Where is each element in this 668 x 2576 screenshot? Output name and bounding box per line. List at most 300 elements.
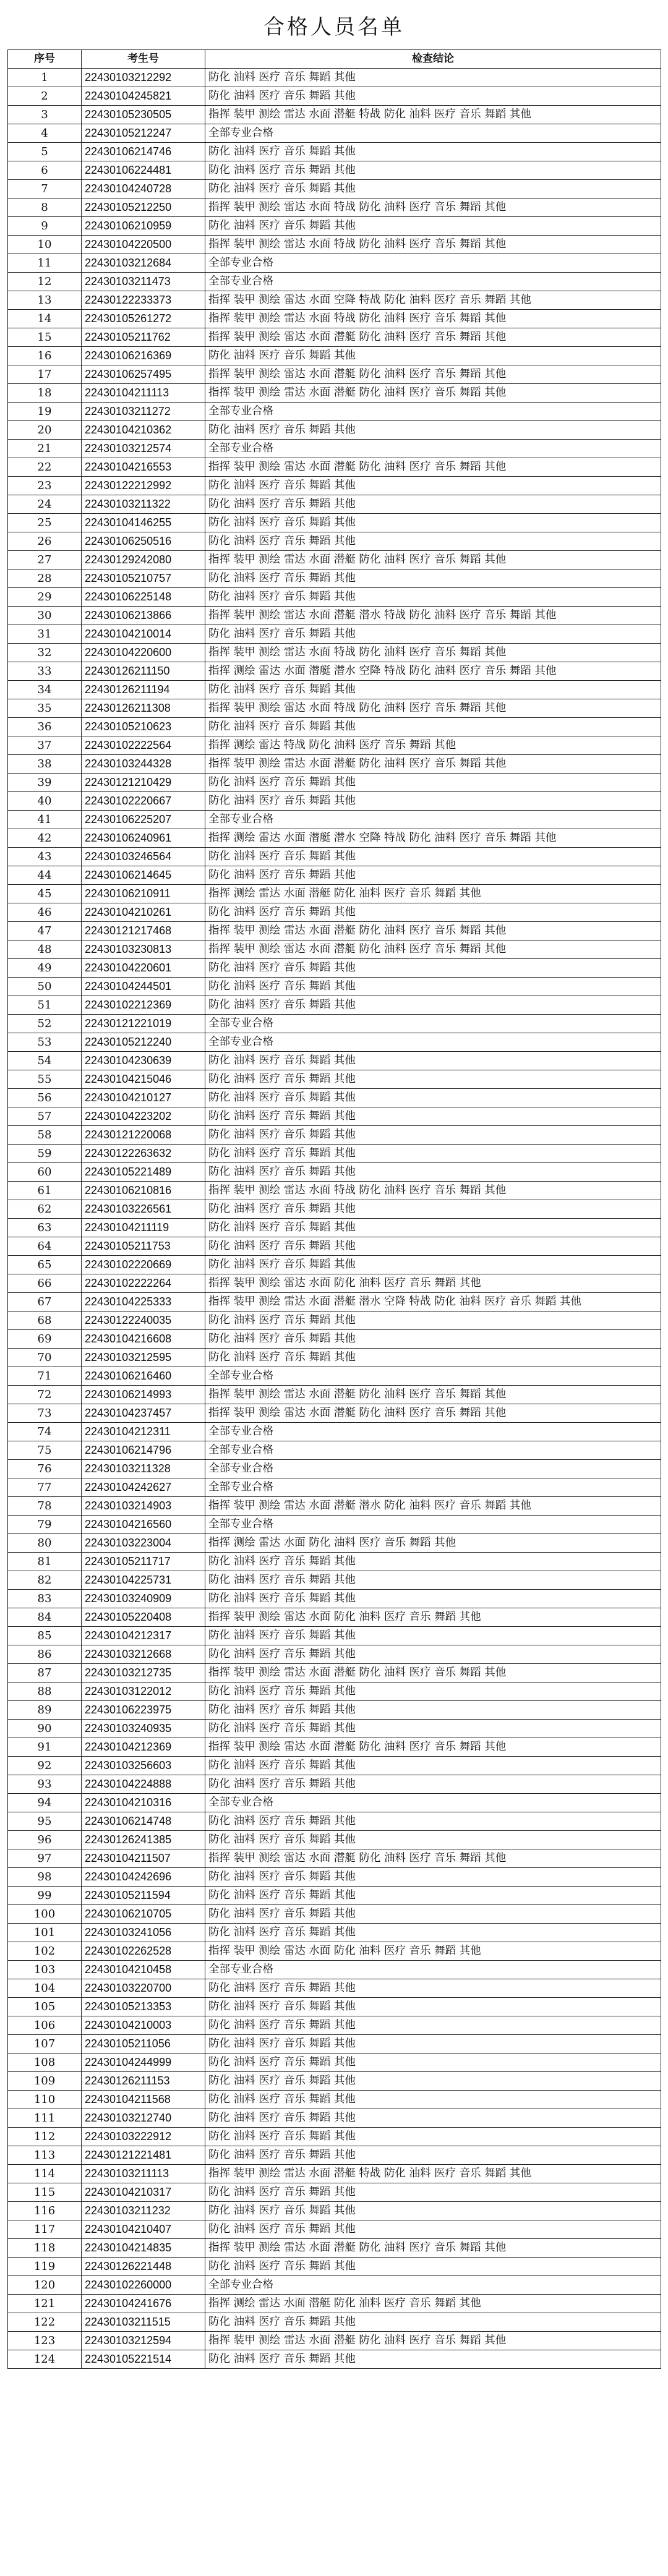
seq-cell: 120 <box>8 2276 82 2295</box>
exam-id-cell: 22430106223975 <box>82 1701 205 1720</box>
seq-cell: 14 <box>8 310 82 328</box>
table-row <box>8 1163 661 1182</box>
table-row <box>8 1645 661 1664</box>
table-row <box>8 143 661 161</box>
table-row <box>8 2313 661 2332</box>
seq-cell: 28 <box>8 569 82 588</box>
result-cell: 指挥 装甲 测绘 雷达 水面 潜艇 防化 油料 医疗 音乐 舞蹈 其他 <box>205 1386 661 1404</box>
result-cell: 防化 油料 医疗 音乐 舞蹈 其他 <box>205 532 661 551</box>
result-cell: 指挥 装甲 测绘 雷达 水面 潜艇 特战 防化 油料 医疗 音乐 舞蹈 其他 <box>205 106 661 124</box>
exam-id-cell: 22430106257495 <box>82 365 205 384</box>
table-row <box>8 1627 661 1645</box>
result-cell: 指挥 装甲 测绘 雷达 水面 防化 油料 医疗 音乐 舞蹈 其他 <box>205 1274 661 1293</box>
exam-id-cell: 22430105211056 <box>82 2035 205 2054</box>
table-row <box>8 699 661 718</box>
result-cell: 防化 油料 医疗 音乐 舞蹈 其他 <box>205 1887 661 1905</box>
result-cell: 防化 油料 医疗 音乐 舞蹈 其他 <box>205 2128 661 2146</box>
exam-id-cell: 22430106214746 <box>82 143 205 161</box>
table-row <box>8 681 661 699</box>
exam-id-cell: 22430103211473 <box>82 273 205 291</box>
exam-id-cell: 22430104242696 <box>82 1868 205 1887</box>
table-row <box>8 2128 661 2146</box>
exam-id-cell: 22430104224888 <box>82 1775 205 1794</box>
exam-id-cell: 22430106214645 <box>82 866 205 885</box>
exam-id-cell: 22430104237457 <box>82 1404 205 1423</box>
result-cell: 防化 油料 医疗 音乐 舞蹈 其他 <box>205 959 661 978</box>
table-row <box>8 1182 661 1200</box>
seq-cell: 65 <box>8 1256 82 1274</box>
exam-id-cell: 22430103230813 <box>82 940 205 959</box>
result-cell: 防化 油料 医疗 音乐 舞蹈 其他 <box>205 1070 661 1089</box>
seq-cell: 123 <box>8 2332 82 2350</box>
exam-id-cell: 22430103122012 <box>82 1683 205 1701</box>
result-cell: 防化 油料 医疗 音乐 舞蹈 其他 <box>205 2202 661 2220</box>
exam-id-cell: 22430103212668 <box>82 1645 205 1664</box>
result-cell: 指挥 测绘 雷达 水面 潜艇 潜水 空降 特战 防化 油料 医疗 音乐 舞蹈 其他 <box>205 829 661 848</box>
table-row <box>8 551 661 569</box>
table-row <box>8 1664 661 1683</box>
exam-id-cell: 22430103256603 <box>82 1757 205 1775</box>
exam-id-cell: 22430102220667 <box>82 792 205 811</box>
exam-id-cell: 22430103211515 <box>82 2313 205 2332</box>
exam-id-cell: 22430104212369 <box>82 1738 205 1757</box>
exam-id-cell: 22430122212992 <box>82 477 205 495</box>
exam-id-cell: 22430105212250 <box>82 198 205 217</box>
result-cell: 全部专业合格 <box>205 1441 661 1460</box>
seq-cell: 76 <box>8 1460 82 1478</box>
result-cell: 防化 油料 医疗 音乐 舞蹈 其他 <box>205 1831 661 1849</box>
seq-cell: 102 <box>8 1942 82 1961</box>
result-cell: 防化 油料 医疗 音乐 舞蹈 其他 <box>205 1683 661 1701</box>
exam-id-cell: 22430104215046 <box>82 1070 205 1089</box>
table-row <box>8 1571 661 1590</box>
result-cell: 防化 油料 医疗 音乐 舞蹈 其他 <box>205 2146 661 2165</box>
result-cell: 指挥 测绘 雷达 水面 潜艇 防化 油料 医疗 音乐 舞蹈 其他 <box>205 885 661 903</box>
exam-id-cell: 22430126211308 <box>82 699 205 718</box>
seq-cell: 29 <box>8 588 82 607</box>
table-row <box>8 310 661 328</box>
exam-id-cell: 22430104210261 <box>82 903 205 922</box>
result-cell: 防化 油料 医疗 音乐 舞蹈 其他 <box>205 421 661 440</box>
table-row <box>8 1887 661 1905</box>
result-cell: 全部专业合格 <box>205 2276 661 2295</box>
table-row <box>8 1478 661 1497</box>
exam-id-cell: 22430106214993 <box>82 1386 205 1404</box>
table-row <box>8 829 661 848</box>
exam-id-cell: 22430105211753 <box>82 1237 205 1256</box>
result-cell: 指挥 装甲 测绘 雷达 水面 特战 防化 油料 医疗 音乐 舞蹈 其他 <box>205 310 661 328</box>
result-cell: 指挥 测绘 雷达 水面 潜艇 潜水 空降 特战 防化 油料 医疗 音乐 舞蹈 其他 <box>205 662 661 681</box>
table-row <box>8 1367 661 1386</box>
result-cell: 指挥 装甲 测绘 雷达 水面 潜艇 防化 油料 医疗 音乐 舞蹈 其他 <box>205 940 661 959</box>
exam-id-cell: 22430103212594 <box>82 2332 205 2350</box>
seq-cell: 85 <box>8 1627 82 1645</box>
result-cell: 防化 油料 医疗 音乐 舞蹈 其他 <box>205 1720 661 1738</box>
seq-cell: 37 <box>8 736 82 755</box>
seq-cell: 57 <box>8 1107 82 1126</box>
exam-id-cell: 22430102222564 <box>82 736 205 755</box>
table-row <box>8 1256 661 1274</box>
result-cell: 防化 油料 医疗 音乐 舞蹈 其他 <box>205 1924 661 1942</box>
seq-cell: 84 <box>8 1608 82 1627</box>
seq-cell: 99 <box>8 1887 82 1905</box>
exam-id-cell: 22430106214748 <box>82 1812 205 1831</box>
table-row <box>8 1274 661 1293</box>
exam-id-cell: 22430103223004 <box>82 1534 205 1553</box>
table-row <box>8 124 661 143</box>
result-cell: 防化 油料 医疗 音乐 舞蹈 其他 <box>205 866 661 885</box>
exam-id-cell: 22430105211762 <box>82 328 205 347</box>
table-header <box>8 50 661 69</box>
seq-cell: 124 <box>8 2350 82 2369</box>
seq-cell: 15 <box>8 328 82 347</box>
exam-id-cell: 22430104211568 <box>82 2091 205 2109</box>
table-row <box>8 922 661 940</box>
result-cell: 防化 油料 医疗 音乐 舞蹈 其他 <box>205 1905 661 1924</box>
exam-id-cell: 22430104214835 <box>82 2239 205 2258</box>
seq-cell: 43 <box>8 848 82 866</box>
table-row <box>8 2165 661 2183</box>
result-cell: 全部专业合格 <box>205 1033 661 1052</box>
seq-cell: 25 <box>8 514 82 532</box>
exam-id-cell: 22430104244501 <box>82 978 205 996</box>
seq-cell: 80 <box>8 1534 82 1553</box>
seq-cell: 70 <box>8 1349 82 1367</box>
seq-cell: 69 <box>8 1330 82 1349</box>
table-row <box>8 421 661 440</box>
result-cell: 全部专业合格 <box>205 1423 661 1441</box>
exam-id-cell: 22430104216608 <box>82 1330 205 1349</box>
exam-id-cell: 22430103222912 <box>82 2128 205 2146</box>
exam-id-cell: 22430105211717 <box>82 1553 205 1571</box>
result-cell: 防化 油料 医疗 音乐 舞蹈 其他 <box>205 2072 661 2091</box>
table-row <box>8 1738 661 1757</box>
result-cell: 防化 油料 医疗 音乐 舞蹈 其他 <box>205 1330 661 1349</box>
result-cell: 防化 油料 医疗 音乐 舞蹈 其他 <box>205 347 661 365</box>
table-row <box>8 1219 661 1237</box>
result-cell: 指挥 测绘 雷达 水面 潜艇 防化 油料 医疗 音乐 舞蹈 其他 <box>205 2295 661 2313</box>
exam-id-cell: 22430104216553 <box>82 458 205 477</box>
seq-cell: 118 <box>8 2239 82 2258</box>
exam-id-cell: 22430121210429 <box>82 774 205 792</box>
exam-id-cell: 22430103212735 <box>82 1664 205 1683</box>
exam-id-cell: 22430106250516 <box>82 532 205 551</box>
table-row <box>8 1849 661 1868</box>
seq-cell: 71 <box>8 1367 82 1386</box>
table-row <box>8 1942 661 1961</box>
table-row <box>8 1200 661 1219</box>
seq-cell: 83 <box>8 1590 82 1608</box>
result-cell: 指挥 装甲 测绘 雷达 水面 特战 防化 油料 医疗 音乐 舞蹈 其他 <box>205 1182 661 1200</box>
result-cell: 防化 油料 医疗 音乐 舞蹈 其他 <box>205 681 661 699</box>
seq-cell: 39 <box>8 774 82 792</box>
result-cell: 防化 油料 医疗 音乐 舞蹈 其他 <box>205 2258 661 2276</box>
result-cell: 指挥 装甲 测绘 雷达 水面 潜艇 防化 油料 医疗 音乐 舞蹈 其他 <box>205 384 661 403</box>
table-row <box>8 1590 661 1608</box>
result-cell: 防化 油料 医疗 音乐 舞蹈 其他 <box>205 1998 661 2016</box>
seq-cell: 91 <box>8 1738 82 1757</box>
result-cell: 防化 油料 医疗 音乐 舞蹈 其他 <box>205 2035 661 2054</box>
table-row <box>8 885 661 903</box>
result-cell: 指挥 装甲 测绘 雷达 水面 特战 防化 油料 医疗 音乐 舞蹈 其他 <box>205 699 661 718</box>
result-cell: 防化 油料 医疗 音乐 舞蹈 其他 <box>205 2016 661 2035</box>
result-cell: 防化 油料 医疗 音乐 舞蹈 其他 <box>205 2220 661 2239</box>
seq-cell: 3 <box>8 106 82 124</box>
seq-cell: 46 <box>8 903 82 922</box>
table-row <box>8 978 661 996</box>
seq-cell: 7 <box>8 180 82 198</box>
exam-id-cell: 22430104212317 <box>82 1627 205 1645</box>
result-cell: 防化 油料 医疗 音乐 舞蹈 其他 <box>205 978 661 996</box>
table-row <box>8 1701 661 1720</box>
result-cell: 全部专业合格 <box>205 440 661 458</box>
seq-cell: 72 <box>8 1386 82 1404</box>
table-row <box>8 1979 661 1998</box>
table-row <box>8 848 661 866</box>
seq-cell: 22 <box>8 458 82 477</box>
result-cell: 指挥 装甲 测绘 雷达 水面 潜艇 防化 油料 医疗 音乐 舞蹈 其他 <box>205 922 661 940</box>
result-cell: 防化 油料 医疗 音乐 舞蹈 其他 <box>205 792 661 811</box>
result-cell: 全部专业合格 <box>205 1460 661 1478</box>
exam-id-cell: 22430104216560 <box>82 1516 205 1534</box>
result-cell: 防化 油料 医疗 音乐 舞蹈 其他 <box>205 569 661 588</box>
table-row <box>8 273 661 291</box>
table-row <box>8 1961 661 1979</box>
result-cell: 防化 油料 医疗 音乐 舞蹈 其他 <box>205 2054 661 2072</box>
table-row <box>8 2016 661 2035</box>
exam-id-cell: 22430106210816 <box>82 1182 205 1200</box>
table-row <box>8 236 661 254</box>
result-cell: 防化 油料 医疗 音乐 舞蹈 其他 <box>205 180 661 198</box>
table-row <box>8 736 661 755</box>
exam-id-cell: 22430105230505 <box>82 106 205 124</box>
seq-cell: 18 <box>8 384 82 403</box>
seq-cell: 60 <box>8 1163 82 1182</box>
table-row <box>8 347 661 365</box>
result-cell: 指挥 装甲 测绘 雷达 水面 潜艇 特战 防化 油料 医疗 音乐 舞蹈 其他 <box>205 2165 661 2183</box>
table-row <box>8 514 661 532</box>
exam-id-cell: 22430105213353 <box>82 1998 205 2016</box>
table-row <box>8 1330 661 1349</box>
result-cell: 防化 油料 医疗 音乐 舞蹈 其他 <box>205 903 661 922</box>
result-cell: 防化 油料 医疗 音乐 舞蹈 其他 <box>205 2183 661 2202</box>
table-row <box>8 2239 661 2258</box>
table-row <box>8 2035 661 2054</box>
result-cell: 防化 油料 医疗 音乐 舞蹈 其他 <box>205 1812 661 1831</box>
table-row <box>8 1311 661 1330</box>
table-row <box>8 1070 661 1089</box>
result-cell: 指挥 装甲 测绘 雷达 水面 潜艇 防化 油料 医疗 音乐 舞蹈 其他 <box>205 1404 661 1423</box>
seq-cell: 36 <box>8 718 82 736</box>
seq-cell: 67 <box>8 1293 82 1311</box>
exam-id-cell: 22430105220408 <box>82 1608 205 1627</box>
seq-cell: 121 <box>8 2295 82 2313</box>
result-cell: 全部专业合格 <box>205 1794 661 1812</box>
seq-cell: 119 <box>8 2258 82 2276</box>
seq-cell: 66 <box>8 1274 82 1293</box>
result-cell: 指挥 装甲 测绘 雷达 水面 潜艇 防化 油料 医疗 音乐 舞蹈 其他 <box>205 365 661 384</box>
result-cell: 指挥 测绘 雷达 特战 防化 油料 医疗 音乐 舞蹈 其他 <box>205 736 661 755</box>
seq-cell: 44 <box>8 866 82 885</box>
exam-id-cell: 22430103226561 <box>82 1200 205 1219</box>
table-row <box>8 774 661 792</box>
exam-id-cell: 22430103212292 <box>82 69 205 87</box>
exam-id-cell: 22430106225148 <box>82 588 205 607</box>
result-cell: 防化 油料 医疗 音乐 舞蹈 其他 <box>205 1701 661 1720</box>
result-cell: 指挥 装甲 测绘 雷达 水面 防化 油料 医疗 音乐 舞蹈 其他 <box>205 1942 661 1961</box>
seq-cell: 35 <box>8 699 82 718</box>
table-row <box>8 1868 661 1887</box>
exam-id-cell: 22430121221019 <box>82 1015 205 1033</box>
exam-id-cell: 22430102220669 <box>82 1256 205 1274</box>
exam-id-cell: 22430104210316 <box>82 1794 205 1812</box>
seq-cell: 24 <box>8 495 82 514</box>
seq-cell: 106 <box>8 2016 82 2035</box>
exam-id-cell: 22430103246564 <box>82 848 205 866</box>
table-row <box>8 2054 661 2072</box>
table-row <box>8 792 661 811</box>
page-title: 合格人员名单 <box>263 14 405 40</box>
table-row <box>8 2183 661 2202</box>
table-row <box>8 755 661 774</box>
exam-id-cell: 22430105211594 <box>82 1887 205 1905</box>
seq-cell: 26 <box>8 532 82 551</box>
seq-cell: 94 <box>8 1794 82 1812</box>
seq-cell: 13 <box>8 291 82 310</box>
table-row <box>8 1998 661 2016</box>
seq-cell: 1 <box>8 69 82 87</box>
exam-id-cell: 22430129242080 <box>82 551 205 569</box>
table-row <box>8 1720 661 1738</box>
seq-cell: 103 <box>8 1961 82 1979</box>
seq-cell: 27 <box>8 551 82 569</box>
result-cell: 防化 油料 医疗 音乐 舞蹈 其他 <box>205 1200 661 1219</box>
seq-cell: 38 <box>8 755 82 774</box>
seq-cell: 110 <box>8 2091 82 2109</box>
seq-cell: 88 <box>8 1683 82 1701</box>
exam-id-cell: 22430103240909 <box>82 1590 205 1608</box>
header-row <box>8 50 661 69</box>
table-row <box>8 1497 661 1516</box>
seq-cell: 114 <box>8 2165 82 2183</box>
result-cell: 防化 油料 医疗 音乐 舞蹈 其他 <box>205 1052 661 1070</box>
result-cell: 指挥 装甲 测绘 雷达 水面 潜艇 防化 油料 医疗 音乐 舞蹈 其他 <box>205 328 661 347</box>
qualified-list-table <box>7 49 661 2369</box>
result-cell: 指挥 装甲 测绘 雷达 水面 空降 特战 防化 油料 医疗 音乐 舞蹈 其他 <box>205 291 661 310</box>
seq-cell: 61 <box>8 1182 82 1200</box>
exam-id-cell: 22430106216460 <box>82 1367 205 1386</box>
seq-cell: 64 <box>8 1237 82 1256</box>
exam-id-cell: 22430104211507 <box>82 1849 205 1868</box>
seq-cell: 104 <box>8 1979 82 1998</box>
exam-id-cell: 22430106224481 <box>82 161 205 180</box>
seq-cell: 122 <box>8 2313 82 2332</box>
result-cell: 全部专业合格 <box>205 273 661 291</box>
table-row <box>8 903 661 922</box>
seq-cell: 59 <box>8 1145 82 1163</box>
seq-cell: 62 <box>8 1200 82 1219</box>
result-cell: 指挥 装甲 测绘 雷达 水面 特战 防化 油料 医疗 音乐 舞蹈 其他 <box>205 644 661 662</box>
exam-id-cell: 22430104212311 <box>82 1423 205 1441</box>
result-cell: 防化 油料 医疗 音乐 舞蹈 其他 <box>205 69 661 87</box>
table-row <box>8 588 661 607</box>
table-row <box>8 2091 661 2109</box>
exam-id-cell: 22430122263632 <box>82 1145 205 1163</box>
exam-id-cell: 22430105221514 <box>82 2350 205 2369</box>
seq-cell: 78 <box>8 1497 82 1516</box>
exam-id-cell: 22430121220068 <box>82 1126 205 1145</box>
seq-cell: 11 <box>8 254 82 273</box>
exam-id-cell: 22430105210757 <box>82 569 205 588</box>
seq-cell: 115 <box>8 2183 82 2202</box>
exam-id-cell: 22430106213866 <box>82 607 205 625</box>
exam-id-cell: 22430106225207 <box>82 811 205 829</box>
table-row <box>8 365 661 384</box>
exam-id-cell: 22430104211119 <box>82 1219 205 1237</box>
result-cell: 指挥 装甲 测绘 雷达 水面 特战 防化 油料 医疗 音乐 舞蹈 其他 <box>205 236 661 254</box>
table-row <box>8 1349 661 1367</box>
result-cell: 防化 油料 医疗 音乐 舞蹈 其他 <box>205 848 661 866</box>
seq-cell: 48 <box>8 940 82 959</box>
exam-id-cell: 22430103211322 <box>82 495 205 514</box>
result-cell: 防化 油料 医疗 音乐 舞蹈 其他 <box>205 625 661 644</box>
table-row <box>8 1145 661 1163</box>
seq-cell: 34 <box>8 681 82 699</box>
seq-cell: 49 <box>8 959 82 978</box>
seq-cell: 74 <box>8 1423 82 1441</box>
seq-cell: 107 <box>8 2035 82 2054</box>
result-cell: 全部专业合格 <box>205 1961 661 1979</box>
seq-cell: 9 <box>8 217 82 236</box>
result-cell: 防化 油料 医疗 音乐 舞蹈 其他 <box>205 1645 661 1664</box>
table-row <box>8 1608 661 1627</box>
result-cell: 指挥 装甲 测绘 雷达 水面 潜艇 防化 油料 医疗 音乐 舞蹈 其他 <box>205 458 661 477</box>
exam-id-cell: 22430103211328 <box>82 1460 205 1478</box>
exam-id-cell: 22430103214903 <box>82 1497 205 1516</box>
exam-id-cell: 22430102262528 <box>82 1942 205 1961</box>
table-row <box>8 495 661 514</box>
result-cell: 全部专业合格 <box>205 811 661 829</box>
table-row <box>8 1553 661 1571</box>
result-cell: 防化 油料 医疗 音乐 舞蹈 其他 <box>205 1089 661 1107</box>
result-cell: 防化 油料 医疗 音乐 舞蹈 其他 <box>205 1571 661 1590</box>
result-cell: 防化 油料 医疗 音乐 舞蹈 其他 <box>205 161 661 180</box>
exam-id-cell: 22430122240035 <box>82 1311 205 1330</box>
table-row <box>8 2220 661 2239</box>
exam-id-cell: 22430104242627 <box>82 1478 205 1497</box>
exam-id-cell: 22430104225731 <box>82 1571 205 1590</box>
exam-id-cell: 22430104210317 <box>82 2183 205 2202</box>
exam-id-cell: 22430103240935 <box>82 1720 205 1738</box>
result-cell: 防化 油料 医疗 音乐 舞蹈 其他 <box>205 1775 661 1794</box>
exam-id-cell: 22430104230639 <box>82 1052 205 1070</box>
result-cell: 指挥 装甲 测绘 雷达 水面 防化 油料 医疗 音乐 舞蹈 其他 <box>205 1608 661 1627</box>
exam-id-cell: 22430121221481 <box>82 2146 205 2165</box>
exam-id-cell: 22430105212247 <box>82 124 205 143</box>
seq-cell: 52 <box>8 1015 82 1033</box>
table-row <box>8 1516 661 1534</box>
seq-cell: 58 <box>8 1126 82 1145</box>
exam-id-cell: 22430103212595 <box>82 1349 205 1367</box>
table-row <box>8 1905 661 1924</box>
table-row <box>8 1757 661 1775</box>
table-row <box>8 811 661 829</box>
table-row <box>8 87 661 106</box>
result-cell: 指挥 装甲 测绘 雷达 水面 潜艇 潜水 防化 油料 医疗 音乐 舞蹈 其他 <box>205 1497 661 1516</box>
exam-id-cell: 22430104245821 <box>82 87 205 106</box>
table-row <box>8 718 661 736</box>
table-body <box>8 69 661 2369</box>
